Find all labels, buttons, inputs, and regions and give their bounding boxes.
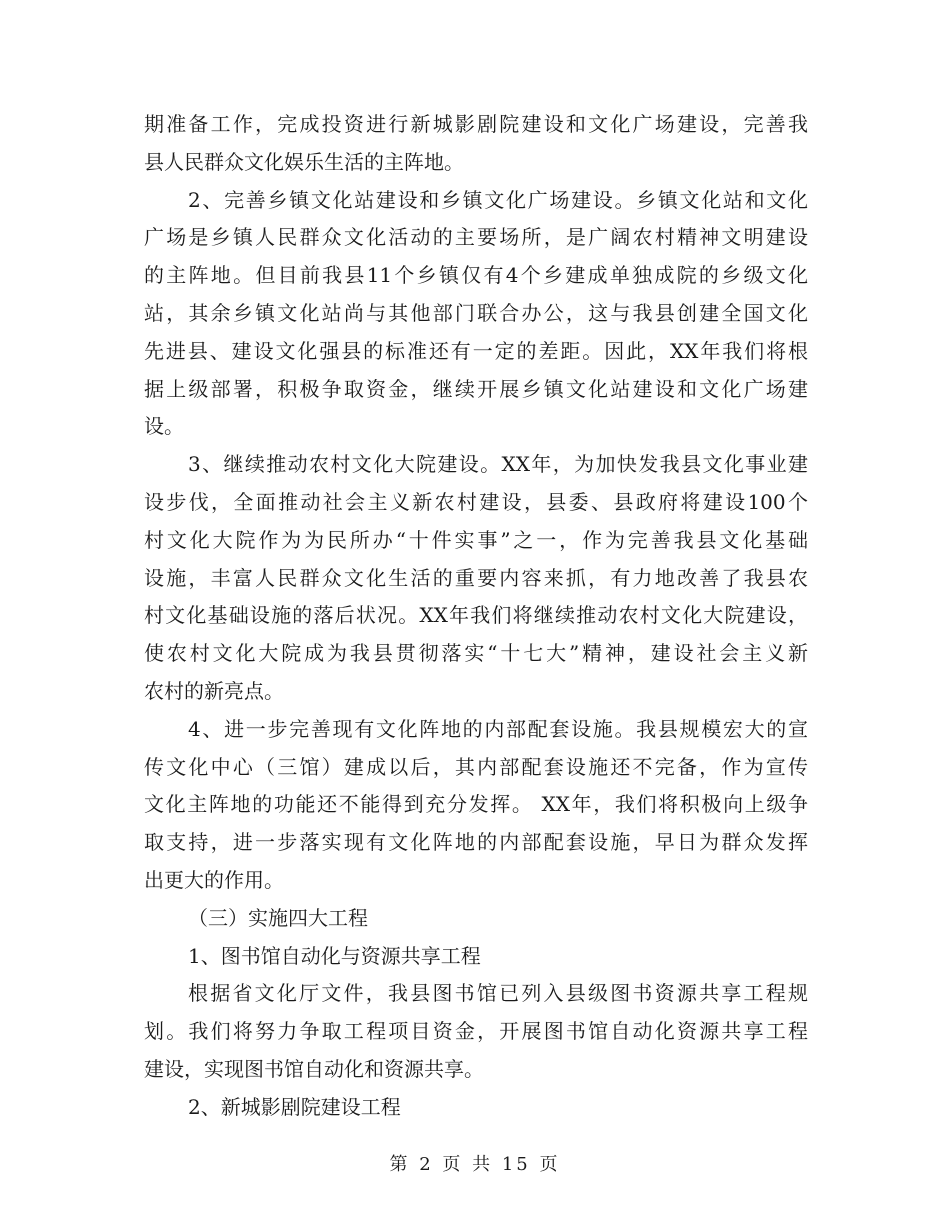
text-line: 3、继续推动农村文化大院建设。XX年，为加快发我县文化事业建 — [188, 452, 808, 477]
text-line: 出更大的作用。 — [144, 867, 284, 892]
text-line: 建设，实现图书馆自动化和资源共享。 — [144, 1056, 484, 1081]
text-line: 使农村文化大院成为我县贯彻落实“十七大”精神，建设社会主义新 — [144, 641, 808, 666]
text-line: 划。我们将努力争取工程项目资金，开展图书馆自动化资源共享工程 — [144, 1019, 808, 1044]
text-line: 村文化大院作为为民所办“十件实事”之一，作为完善我县文化基础 — [144, 527, 808, 552]
text-line: 文化主阵地的功能还不能得到充分发挥。 XX年，我们将积极向上级争 — [144, 792, 808, 817]
text-line: 广场是乡镇人民群众文化活动的主要场所，是广阔农村精神文明建设 — [144, 225, 808, 250]
text-line: 先进县、建设文化强县的标准还有一定的差距。因此，XX年我们将根 — [144, 338, 808, 363]
text-line: 的主阵地。但目前我县11个乡镇仅有4个乡建成单独成院的乡级文化 — [144, 263, 808, 288]
section-heading: （三）实施四大工程 — [188, 905, 368, 930]
text-line: 设施，丰富人民群众文化生活的重要内容来抓，有力地改善了我县农 — [144, 565, 808, 590]
text-line: 期准备工作，完成投资进行新城影剧院建设和文化广场建设，完善我 — [144, 112, 808, 136]
text-line: 农村的新亮点。 — [144, 678, 284, 703]
text-line: 根据省文化厅文件，我县图书馆已列入县级图书资源共享工程规 — [188, 981, 808, 1006]
text-line: 传文化中心（三馆）建成以后，其内部配套设施还不完备，作为宣传 — [144, 754, 808, 779]
text-line: 设步伐，全面推动社会主义新农村建设，县委、县政府将建设100个 — [144, 489, 808, 514]
subsection-heading: 1、图书馆自动化与资源共享工程 — [188, 943, 481, 968]
text-line: 据上级部署，积极争取资金，继续开展乡镇文化站建设和文化广场建 — [144, 376, 808, 401]
page-number-footer: 第 2 页 共 15 页 — [389, 1154, 561, 1175]
text-line: 村文化基础设施的落后状况。XX年我们将继续推动农村文化大院建设， — [144, 603, 808, 628]
text-line: 4、进一步完善现有文化阵地的内部配套设施。我县规模宏大的宣 — [188, 716, 808, 741]
text-line: 取支持，进一步落实现有文化阵地的内部配套设施，早日为群众发挥 — [144, 830, 808, 855]
text-line: 站，其余乡镇文化站尚与其他部门联合办公，这与我县创建全国文化 — [144, 300, 808, 325]
text-line: 2、完善乡镇文化站建设和乡镇文化广场建设。乡镇文化站和文化 — [188, 187, 808, 212]
body-text — [144, 106, 808, 1127]
text-line: 设。 — [144, 414, 184, 439]
text-line: 县人民群众文化娱乐生活的主阵地。 — [144, 149, 464, 174]
subsection-heading: 2、新城影剧院建设工程 — [188, 1094, 401, 1119]
